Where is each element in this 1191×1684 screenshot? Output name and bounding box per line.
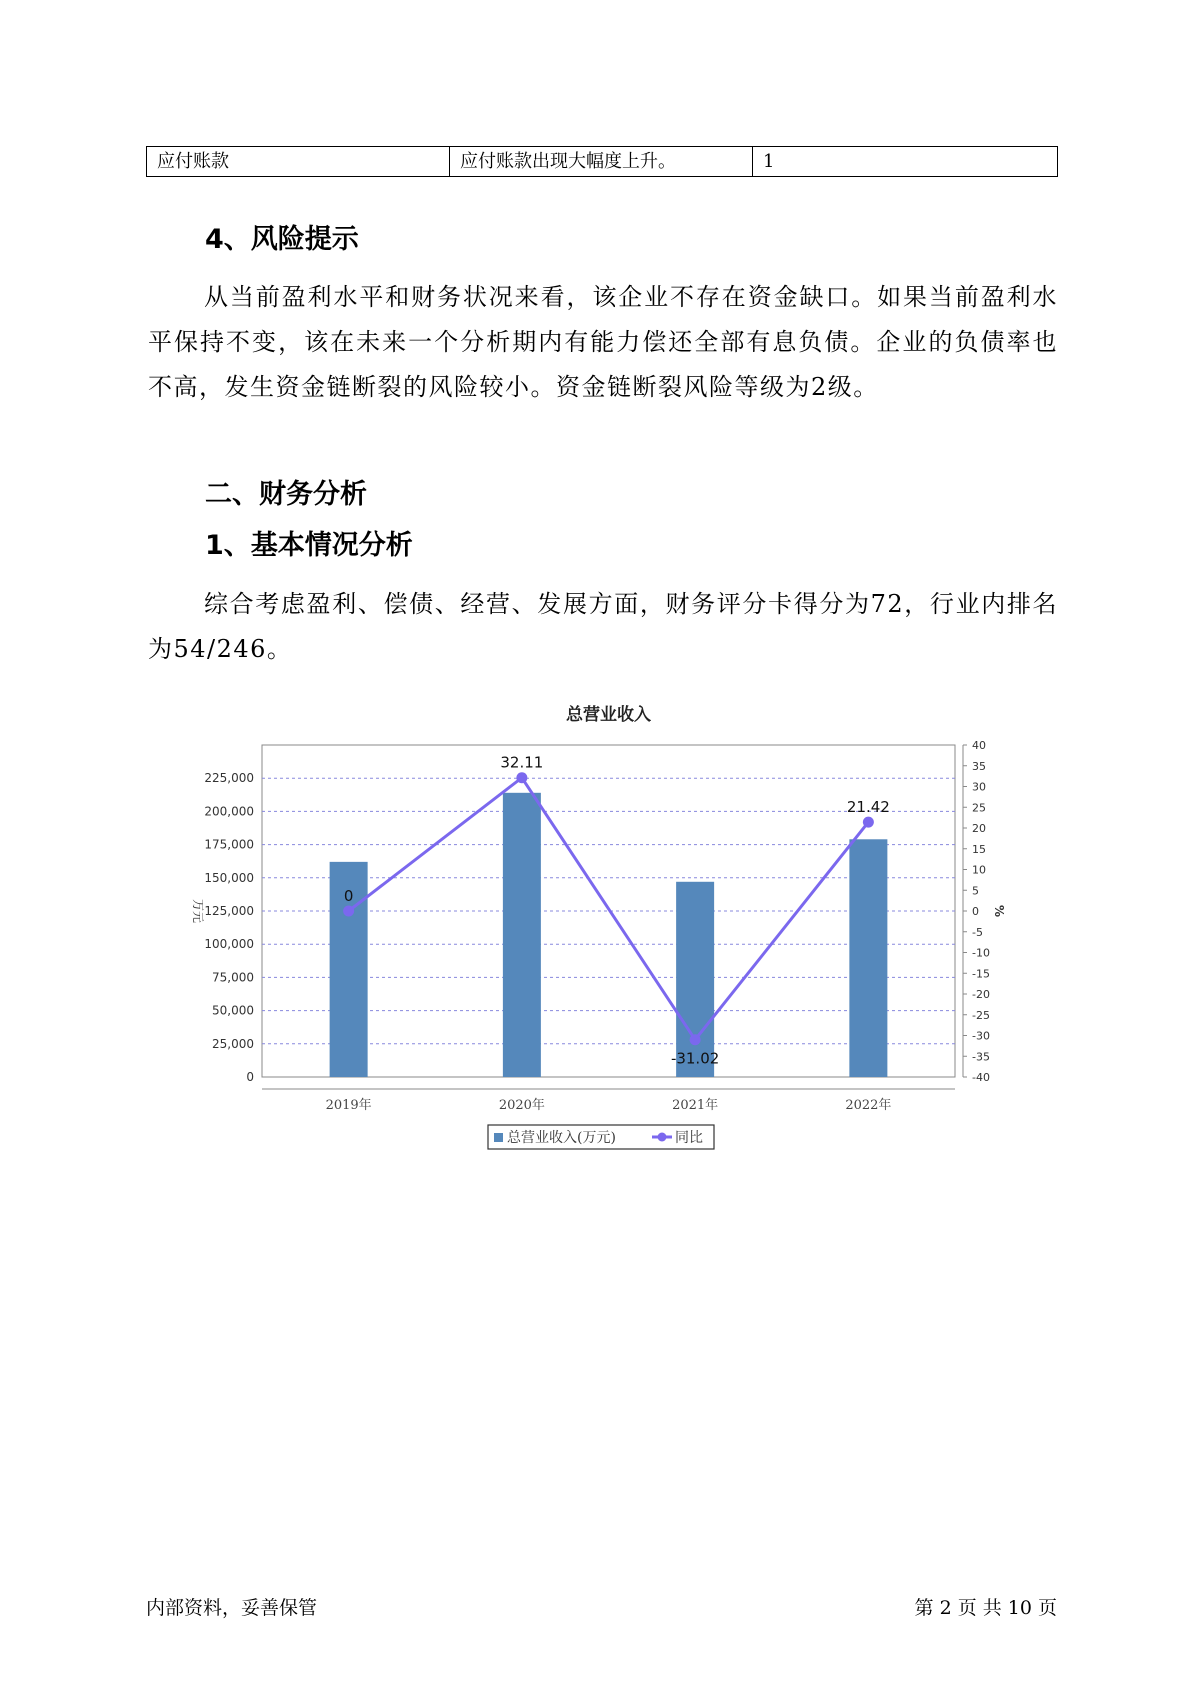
yoy-point — [343, 906, 354, 917]
y2-tick-label: -35 — [972, 1050, 990, 1064]
y-axis-label: 万元 — [191, 898, 205, 924]
data-label: 21.42 — [846, 798, 890, 817]
y2-tick-label: 15 — [972, 842, 986, 856]
legend-swatch-point — [658, 1133, 667, 1142]
y2-tick-label: -40 — [972, 1071, 990, 1084]
data-label: -31.02 — [670, 1049, 720, 1068]
risk-paragraph: 从当前盈利水平和财务状况来看，该企业不存在资金缺口。如果当前盈利水平保持不变，该在未来一个分析期内有能力偿还全部有息负债。企业的负债率也不高，发生资金链断裂的风险较小。资金链断裂风险等级为2级。 — [148, 283, 1058, 401]
finance-heading: 二、财务分析 — [205, 479, 367, 510]
y-tick-label: 50,000 — [212, 1003, 254, 1018]
y2-tick-label: 30 — [972, 780, 986, 794]
y-tick-label: 125,000 — [204, 904, 254, 918]
y-tick-label: 100,000 — [204, 937, 254, 952]
footer-page-number: 第 2 页 共 10 页 — [914, 1597, 1057, 1619]
basic-analysis-heading: 1、基本情况分析 — [205, 530, 413, 561]
x-tick-label: 2019年 — [325, 1098, 372, 1113]
yoy-point — [863, 817, 874, 828]
chart-title: 总营业收入 — [566, 705, 651, 725]
yoy-point — [690, 1034, 701, 1045]
risk-heading: 4、风险提示 — [205, 224, 359, 255]
table-cell-description: 应付账款出现大幅度上升。 — [450, 147, 753, 176]
bar — [676, 882, 714, 1077]
y2-tick-label: 35 — [972, 759, 986, 773]
y2-tick-label: -10 — [972, 946, 990, 960]
table-cell-score: 1 — [763, 151, 775, 172]
y-tick-label: 25,000 — [212, 1036, 254, 1051]
y-tick-label: 225,000 — [204, 771, 254, 786]
bar — [849, 839, 887, 1077]
data-label: 0 — [343, 887, 354, 905]
yoy-line — [349, 778, 869, 1040]
x-tick-label: 2021年 — [672, 1098, 719, 1113]
y-tick-label: 175,000 — [204, 837, 254, 852]
yoy-point — [516, 772, 527, 783]
y2-tick-label: 40 — [972, 739, 986, 752]
y-tick-label: 200,000 — [204, 804, 254, 819]
x-tick-label: 2022年 — [845, 1098, 892, 1113]
data-label: 32.11 — [500, 753, 544, 772]
y2-tick-label: 5 — [972, 884, 979, 898]
bar — [503, 793, 541, 1077]
finance-paragraph: 综合考虑盈利、偿债、经营、发展方面，财务评分卡得分为72，行业内排名为54/246。 — [148, 590, 1058, 663]
y2-tick-label: 10 — [972, 863, 986, 877]
y-tick-label: 0 — [246, 1070, 254, 1084]
y2-tick-label: 25 — [972, 801, 986, 815]
y2-axis-label: % — [992, 904, 1006, 918]
y2-tick-label: 0 — [972, 905, 979, 918]
y2-tick-label: -25 — [972, 1008, 990, 1022]
y2-tick-label: 20 — [972, 822, 986, 835]
y2-tick-label: -15 — [972, 967, 990, 981]
y-tick-label: 150,000 — [204, 870, 254, 885]
legend-label-yoy: 同比 — [675, 1130, 703, 1146]
legend-label-revenue: 总营业收入(万元) — [507, 1130, 616, 1146]
y2-tick-label: -30 — [972, 1029, 990, 1043]
y2-tick-label: -5 — [972, 925, 983, 939]
footer-confidential: 内部资料，妥善保管 — [146, 1597, 318, 1619]
y2-tick-label: -20 — [972, 988, 990, 1001]
table-cell-item: 应付账款 — [147, 147, 450, 176]
y-tick-label: 75,000 — [212, 970, 254, 985]
x-tick-label: 2020年 — [498, 1098, 545, 1113]
revenue-chart — [180, 695, 1030, 1155]
legend-swatch-bar — [494, 1133, 503, 1142]
data-table — [146, 146, 1058, 177]
